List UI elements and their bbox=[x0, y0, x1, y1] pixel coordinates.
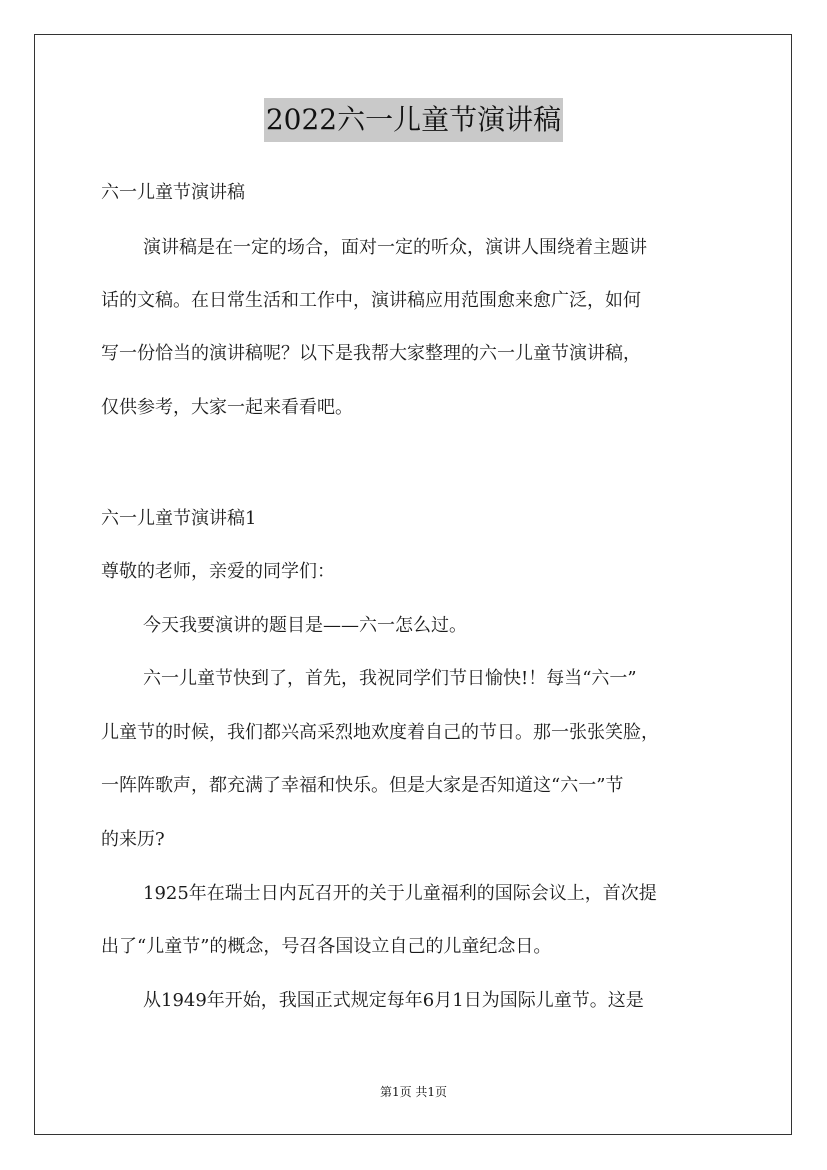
paragraph-line: 从1949年开始，我国正式规定每年6月1日为国际儿童节。这是 bbox=[143, 990, 644, 1011]
paragraph-line: 话的文稿。在日常生活和工作中，演讲稿应用范围愈来愈广泛，如何 bbox=[101, 290, 641, 311]
paragraph-line: 仅供参考，大家一起来看看吧。 bbox=[101, 397, 353, 418]
paragraph-line: 的来历? bbox=[101, 829, 165, 850]
paragraph-line: 1925年在瑞士日内瓦召开的关于儿童福利的国际会议上，首次提 bbox=[143, 883, 657, 904]
paragraph-line: 今天我要演讲的题目是——六一怎么过。 bbox=[143, 615, 467, 636]
section-heading: 六一儿童节演讲稿1 bbox=[101, 508, 257, 529]
title-container bbox=[0, 98, 827, 142]
paragraph-line: 六一儿童节快到了，首先，我祝同学们节日愉快!！每当“六一” bbox=[143, 668, 637, 689]
paragraph-line: 演讲稿是在一定的场合，面对一定的听众，演讲人围绕着主题讲 bbox=[143, 237, 647, 258]
paragraph-line: 一阵阵歌声，都充满了幸福和快乐。但是大家是否知道这“六一”节 bbox=[101, 775, 624, 796]
page-number-footer: 第1页 共1页 bbox=[379, 1085, 448, 1099]
paragraph-line: 儿童节的时候，我们都兴高采烈地欢度着自己的节日。那一张张笑脸， bbox=[101, 722, 659, 743]
section-heading: 六一儿童节演讲稿 bbox=[101, 182, 245, 203]
paragraph-line: 出了“儿童节”的概念，号召各国设立自己的儿童纪念日。 bbox=[101, 936, 552, 957]
salutation-line: 尊敬的老师，亲爱的同学们： bbox=[101, 561, 335, 582]
document-title: 2022六一儿童节演讲稿 bbox=[264, 98, 563, 142]
paragraph-line: 写一份恰当的演讲稿呢？以下是我帮大家整理的六一儿童节演讲稿， bbox=[101, 343, 641, 364]
